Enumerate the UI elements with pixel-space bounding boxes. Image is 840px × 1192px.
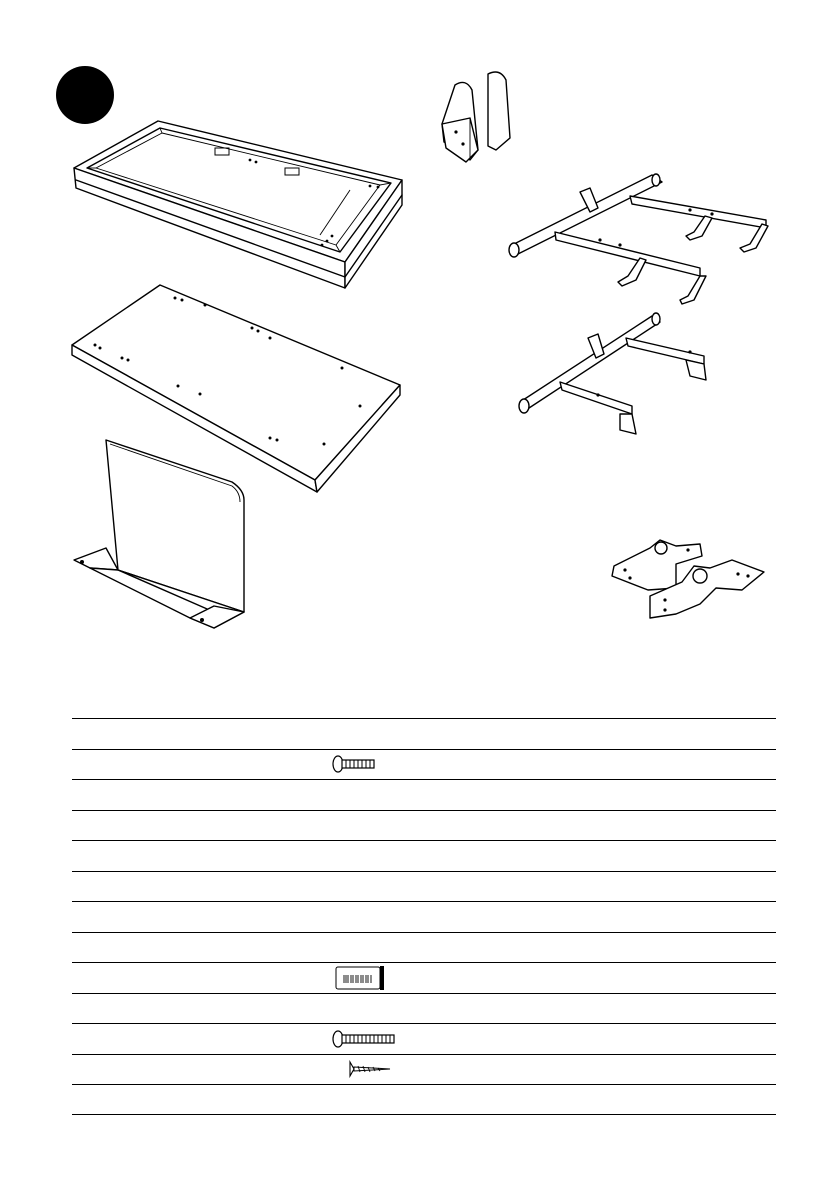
table-row	[72, 993, 776, 1024]
barcode-label-icon	[330, 965, 394, 991]
table-row	[72, 1054, 776, 1085]
short-bolt-icon	[330, 753, 390, 775]
hinge-brackets	[612, 540, 764, 618]
bed-frame-box	[74, 121, 402, 288]
table-row	[72, 901, 776, 932]
table-row	[72, 779, 776, 810]
clip-bracket	[442, 72, 510, 162]
parts-table	[72, 718, 776, 1115]
long-bolt-icon	[330, 1028, 410, 1050]
table-row	[72, 962, 776, 993]
folding-leg-mechanism-open	[509, 174, 768, 304]
headboard-plate	[74, 440, 244, 628]
table-row	[72, 840, 776, 871]
table-row	[72, 718, 776, 749]
table-row	[72, 932, 776, 963]
folding-leg-mechanism-closed	[519, 313, 706, 434]
wood-screw-icon	[330, 1058, 410, 1080]
table-row	[72, 1084, 776, 1115]
table-row	[72, 749, 776, 780]
table-row	[72, 810, 776, 841]
table-row	[72, 1023, 776, 1054]
step-marker	[56, 66, 114, 124]
table-row	[72, 871, 776, 902]
